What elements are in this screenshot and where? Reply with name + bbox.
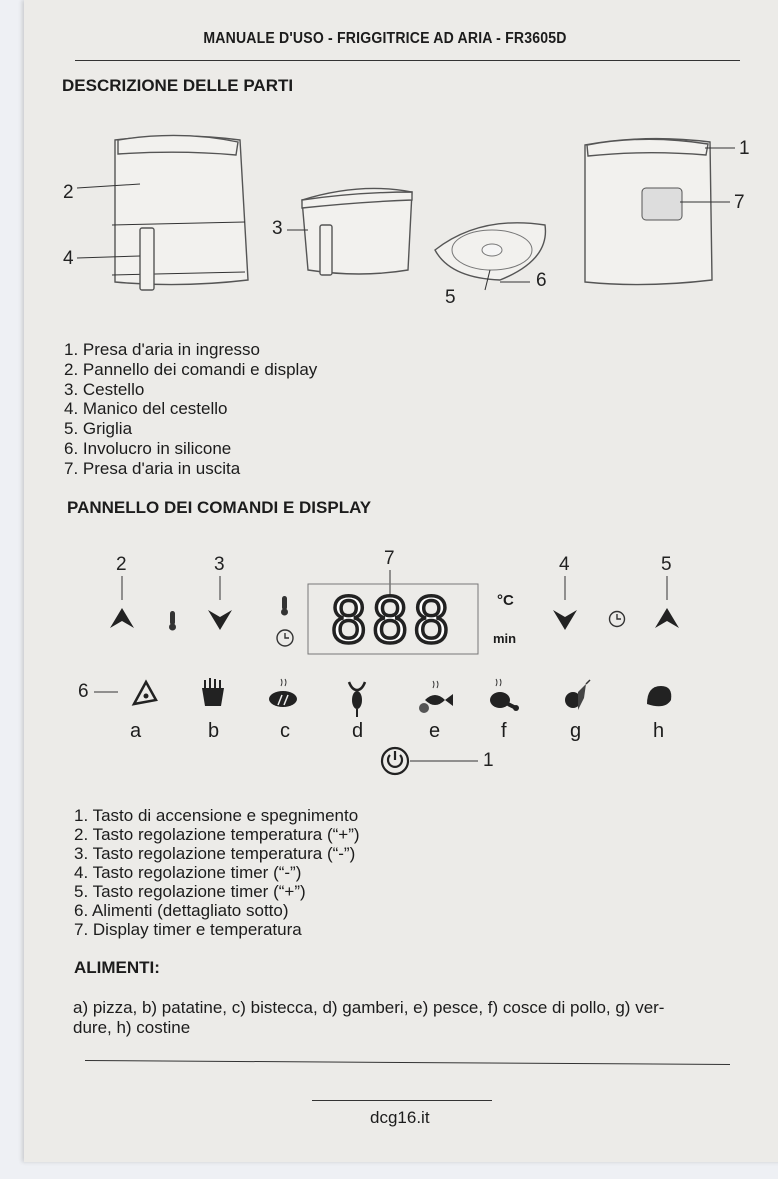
list-item: 1. Presa d'aria in ingresso: [64, 340, 261, 359]
food-letter-a: a: [130, 720, 142, 742]
parts-list: [64, 340, 317, 479]
thermometer-icon: [169, 611, 176, 631]
list-item: 7. Display timer e temperatura: [74, 920, 302, 939]
foods-line: dure, h) costine: [73, 1017, 191, 1037]
shrimp-icon: [349, 682, 365, 717]
temp-up-arrow-icon: [110, 608, 134, 628]
panel-callout-4: 4: [559, 554, 570, 575]
air-fryer-front: [112, 135, 248, 290]
steak-icon: [269, 679, 297, 707]
food-letter-e: e: [429, 720, 441, 742]
list-item: 2. Pannello dei comandi e display: [64, 359, 318, 379]
footer-short-rule: [312, 1100, 492, 1101]
panel-callout-6: 6: [78, 681, 89, 702]
pizza-icon: [134, 682, 156, 704]
header-rule: [75, 60, 740, 61]
panel-callout-2: 2: [116, 554, 127, 575]
vegetables-icon: [565, 680, 590, 710]
temp-down-arrow-icon: [208, 610, 232, 630]
list-item: 3. Tasto regolazione temperatura (“-”): [74, 844, 356, 863]
food-letter-f: f: [501, 720, 507, 742]
foods-line: a) pizza, b) patatine, c) bistecca, d) gamberi, e) pesce, f) cosce di pollo, g) ver-: [73, 998, 665, 1017]
list-item: 5. Griglia: [64, 419, 133, 439]
ribs-icon: [647, 686, 671, 706]
display-readout: 888: [330, 584, 454, 657]
list-item: 7. Presa d'aria in uscita: [64, 458, 241, 478]
panel-list: [74, 806, 360, 939]
section-title-foods: ALIMENTI:: [74, 958, 160, 977]
callout-1: 1: [739, 138, 750, 159]
panel-callout-5: 5: [661, 554, 672, 575]
callout-7: 7: [734, 192, 745, 213]
food-letter-h: h: [653, 720, 665, 742]
timer-up-arrow-icon: [655, 608, 679, 628]
callout-3: 3: [272, 218, 283, 239]
section-title-parts: DESCRIZIONE DELLE PARTI: [62, 76, 294, 95]
timer-down-arrow-icon: [553, 610, 577, 630]
list-item: 4. Tasto regolazione timer (“-”): [74, 863, 302, 882]
foods-paragraph: [73, 998, 664, 1037]
list-item: 3. Cestello: [64, 379, 145, 399]
food-letter-c: c: [280, 720, 290, 742]
panel-callout-7: 7: [384, 548, 395, 569]
callout-5: 5: [445, 287, 456, 308]
minutes-unit: min: [493, 631, 517, 646]
callout-2: 2: [63, 182, 74, 203]
list-item: 5. Tasto regolazione timer (“+”): [74, 882, 306, 901]
page-header: MANUALE D'USO - FRIGGITRICE AD ARIA - FR3605D: [203, 30, 567, 47]
fish-icon: [419, 681, 453, 713]
food-letter-d: d: [352, 720, 364, 742]
list-item: 4. Manico del cestello: [64, 399, 228, 419]
list-item: 6. Alimenti (dettagliato sotto): [74, 901, 289, 920]
list-item: 6. Involucro in silicone: [64, 438, 232, 458]
celsius-unit: °C: [497, 592, 514, 609]
callout-4: 4: [63, 248, 74, 269]
food-letter-b: b: [208, 720, 220, 742]
parts-illustration: [40, 110, 778, 320]
list-item: 2. Tasto regolazione temperatura (“+”): [74, 825, 360, 844]
footer-site: dcg16.it: [370, 1108, 430, 1127]
clock-icon: [277, 630, 293, 646]
grill: [435, 223, 545, 280]
food-letter-g: g: [570, 720, 582, 742]
basket: [302, 188, 412, 275]
panel-callout-3: 3: [214, 554, 225, 575]
clock-icon: [610, 612, 625, 627]
control-panel-diagram: [0, 540, 778, 780]
callout-6: 6: [536, 270, 547, 291]
chicken-leg-icon: [490, 679, 519, 711]
air-fryer-back: [585, 139, 712, 285]
fries-icon: [202, 678, 224, 706]
section-title-panel: PANNELLO DEI COMANDI E DISPLAY: [67, 498, 372, 517]
thermometer-icon: [281, 596, 288, 616]
power-button-icon: [382, 748, 408, 774]
list-item: 1. Tasto di accensione e spegnimento: [74, 806, 359, 825]
panel-callout-1: 1: [483, 750, 494, 771]
